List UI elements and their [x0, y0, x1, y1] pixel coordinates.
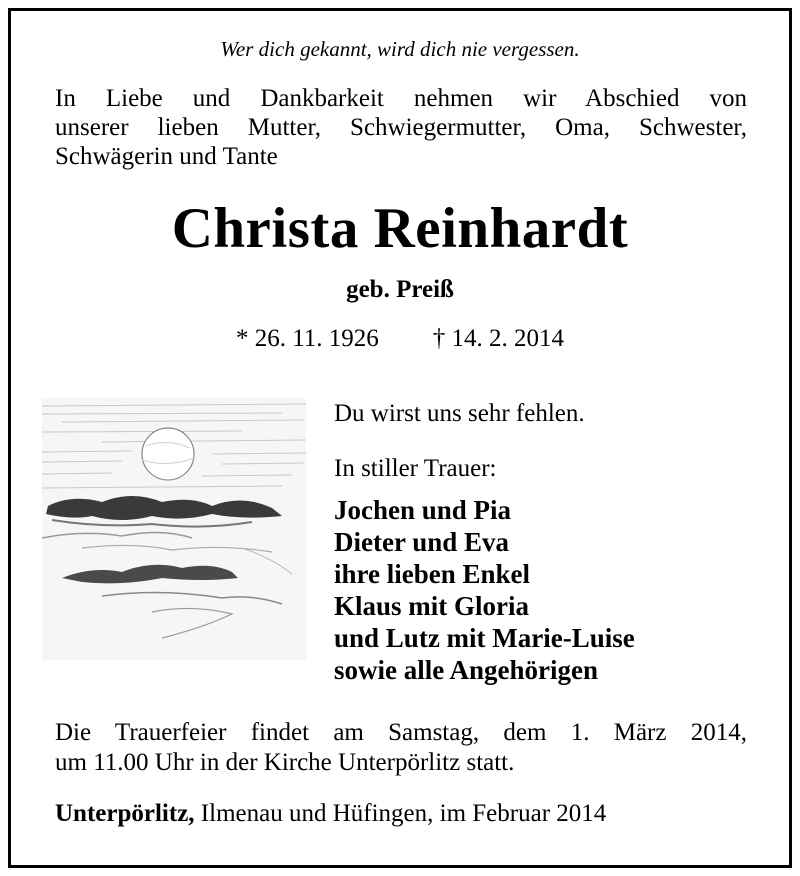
life-dates	[0, 325, 800, 353]
mourner-entry: Dieter und Eva	[334, 527, 510, 557]
birth-date: * 26. 11. 1926	[235, 325, 379, 352]
place-date-line	[55, 800, 606, 828]
mourner-entry: und Lutz mit Marie-Luise	[334, 623, 635, 653]
motto: Wer dich gekannt, wird dich nie vergessen.	[220, 37, 580, 61]
mourning-label: In stiller Trauer:	[334, 455, 497, 482]
mourner-entry: Jochen und Pia	[334, 495, 512, 525]
place-rest: Ilmenau und Hüfingen, im Februar 2014	[194, 800, 607, 827]
service-line: Die Trauerfeier findet am Samstag, dem 1. März 2014,	[55, 719, 747, 746]
deceased-name: Christa Reinhardt	[171, 197, 629, 260]
mourner-entry: Klaus mit Gloria	[334, 591, 529, 621]
intro-line: Schwägerin und Tante	[55, 143, 278, 170]
mourner-list	[334, 494, 635, 686]
mourner-entry: sowie alle Angehörigen	[334, 655, 598, 685]
intro-text	[55, 84, 747, 171]
landscape-illustration	[42, 398, 306, 660]
farewell-message: Du wirst uns sehr fehlen.	[334, 400, 585, 427]
service-info	[55, 718, 747, 778]
intro-line: unserer lieben Mutter, Schwiegermutter, Oma, Schwester,	[55, 114, 747, 141]
mourner-entry: ihre lieben Enkel	[334, 559, 531, 589]
service-line: um 11.00 Uhr in der Kirche Unterpörlitz statt.	[55, 749, 515, 776]
place-town: Unterpörlitz,	[55, 800, 195, 827]
intro-line: In Liebe und Dankbarkeit nehmen wir Abschied von	[55, 85, 747, 112]
death-date: † 14. 2. 2014	[432, 325, 565, 352]
birth-name: geb. Preiß	[346, 276, 454, 303]
